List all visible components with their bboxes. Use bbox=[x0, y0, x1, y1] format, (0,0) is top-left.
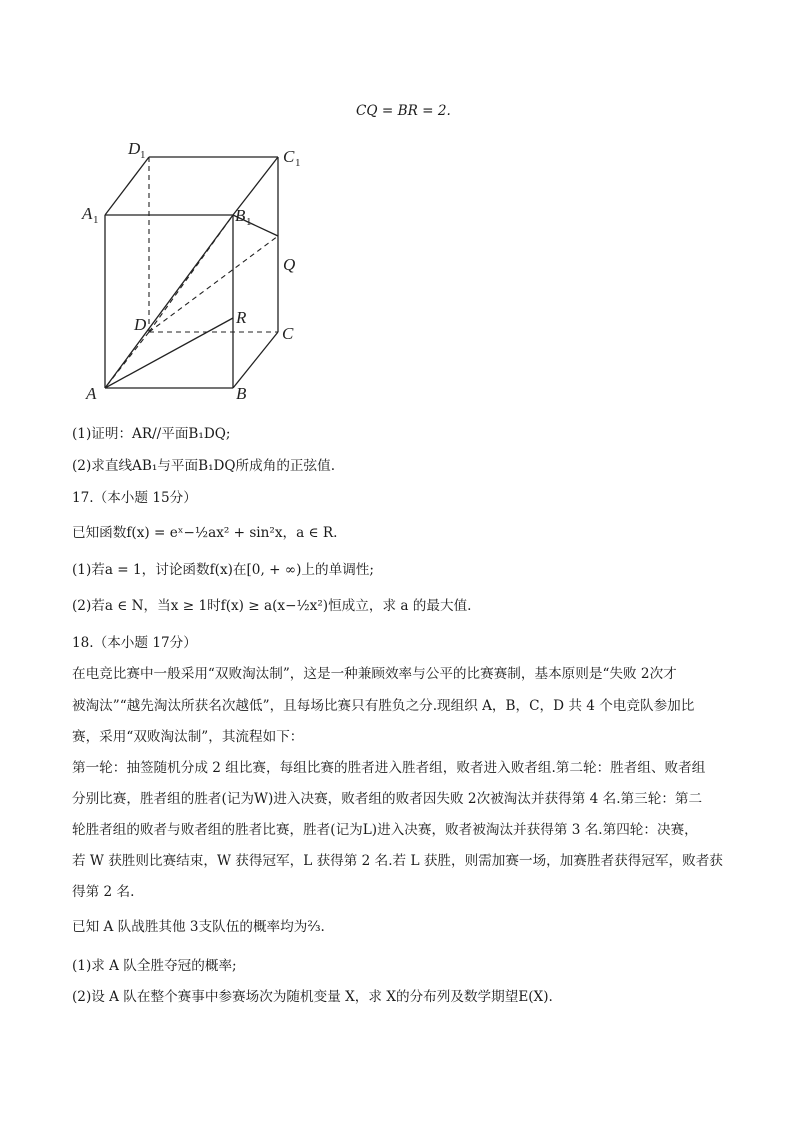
p16-question-1: (1)证明：AR//平面B₁DQ; bbox=[72, 426, 231, 442]
label-a1: A bbox=[82, 204, 93, 223]
segment-ar bbox=[105, 318, 233, 388]
p17-stem: 已知函数f(x) = eˣ−½ax² + sin²x，a ∈ R. bbox=[72, 525, 338, 541]
prism-figure bbox=[78, 140, 318, 405]
edge-d1a1 bbox=[105, 157, 149, 215]
p18-question-1: (1)求 A 队全胜夺冠的概率; bbox=[72, 958, 237, 974]
p18-para1-line1: 在电竞比赛中一般采用“双败淘汰制”，这是一种兼顾效率与公平的比赛赛制，基本原则是“失败 2次才 bbox=[72, 666, 677, 682]
label-b1-sub: 1 bbox=[246, 216, 252, 228]
label-q: Q bbox=[283, 255, 296, 274]
label-r: R bbox=[236, 308, 247, 327]
label-a: A bbox=[86, 384, 97, 403]
p17-header: 17.（本小题 15分） bbox=[72, 490, 197, 506]
label-d1-sub: 1 bbox=[140, 149, 146, 161]
p18-question-2: (2)设 A 队在整个赛事中参赛场次为随机变量 X，求 X的分布列及数学期望E(X). bbox=[72, 989, 553, 1005]
p18-para2-line4: 若 W 获胜则比赛结束，W 获得冠军，L 获得第 2 名.若 L 获胜，则需加赛一场，加赛胜者获得冠军，败者获 bbox=[72, 853, 723, 869]
p18-para1-line2: 被淘汰”“越先淘汰所获名次越低”，且每场比赛只有胜负之分.现组织 A，B，C，D 共 4 个电竞队参加比 bbox=[72, 698, 695, 714]
p18-para2-line5: 得第 2 名. bbox=[72, 884, 135, 900]
p18-probability: 已知 A 队战胜其他 3支队伍的概率均为⅔. bbox=[72, 919, 325, 935]
p18-para1-line3: 赛，采用“双败淘汰制”，其流程如下： bbox=[72, 729, 304, 745]
p18-para2-line2: 分别比赛，胜者组的胜者(记为W)进入决赛，败者组的败者因失败 2次被淘汰并获得第 4 名.第三轮：第二 bbox=[72, 791, 703, 807]
label-b1: B bbox=[235, 206, 246, 225]
label-c1: C bbox=[283, 147, 295, 166]
p18-para2-line3: 轮胜者组的败者与败者组的胜者比赛，胜者(记为L)进入决赛，败者被淘汰并获得第 3 名.第四轮：决赛， bbox=[72, 822, 698, 838]
label-c: C bbox=[282, 324, 294, 343]
label-a1-sub: 1 bbox=[93, 214, 99, 226]
p18-header: 18.（本小题 17分） bbox=[72, 635, 197, 651]
p17-question-2: (2)若a ∈ N，当x ≥ 1时f(x) ≥ a(x−½x²)恒成立，求 a 的最大值. bbox=[72, 598, 472, 614]
p16-question-2: (2)求直线AB₁与平面B₁DQ所成角的正弦值. bbox=[72, 458, 336, 474]
p18-para2-line1: 第一轮：抽签随机分成 2 组比赛，每组比赛的胜者进入胜者组，败者进入败者组.第二轮：胜者组、败者组 bbox=[72, 760, 706, 776]
segment-dq-hidden bbox=[149, 236, 278, 332]
p17-question-1: (1)若a = 1，讨论函数f(x)在[0, + ∞)上的单调性; bbox=[72, 562, 374, 578]
label-d: D bbox=[134, 315, 147, 334]
prism-diagram bbox=[78, 140, 318, 405]
label-c1-sub: 1 bbox=[295, 157, 301, 169]
edge-bc bbox=[233, 332, 278, 388]
label-d1: D bbox=[128, 139, 141, 158]
label-b: B bbox=[236, 384, 247, 403]
top-equation: CQ = BR = 2. bbox=[356, 103, 451, 119]
